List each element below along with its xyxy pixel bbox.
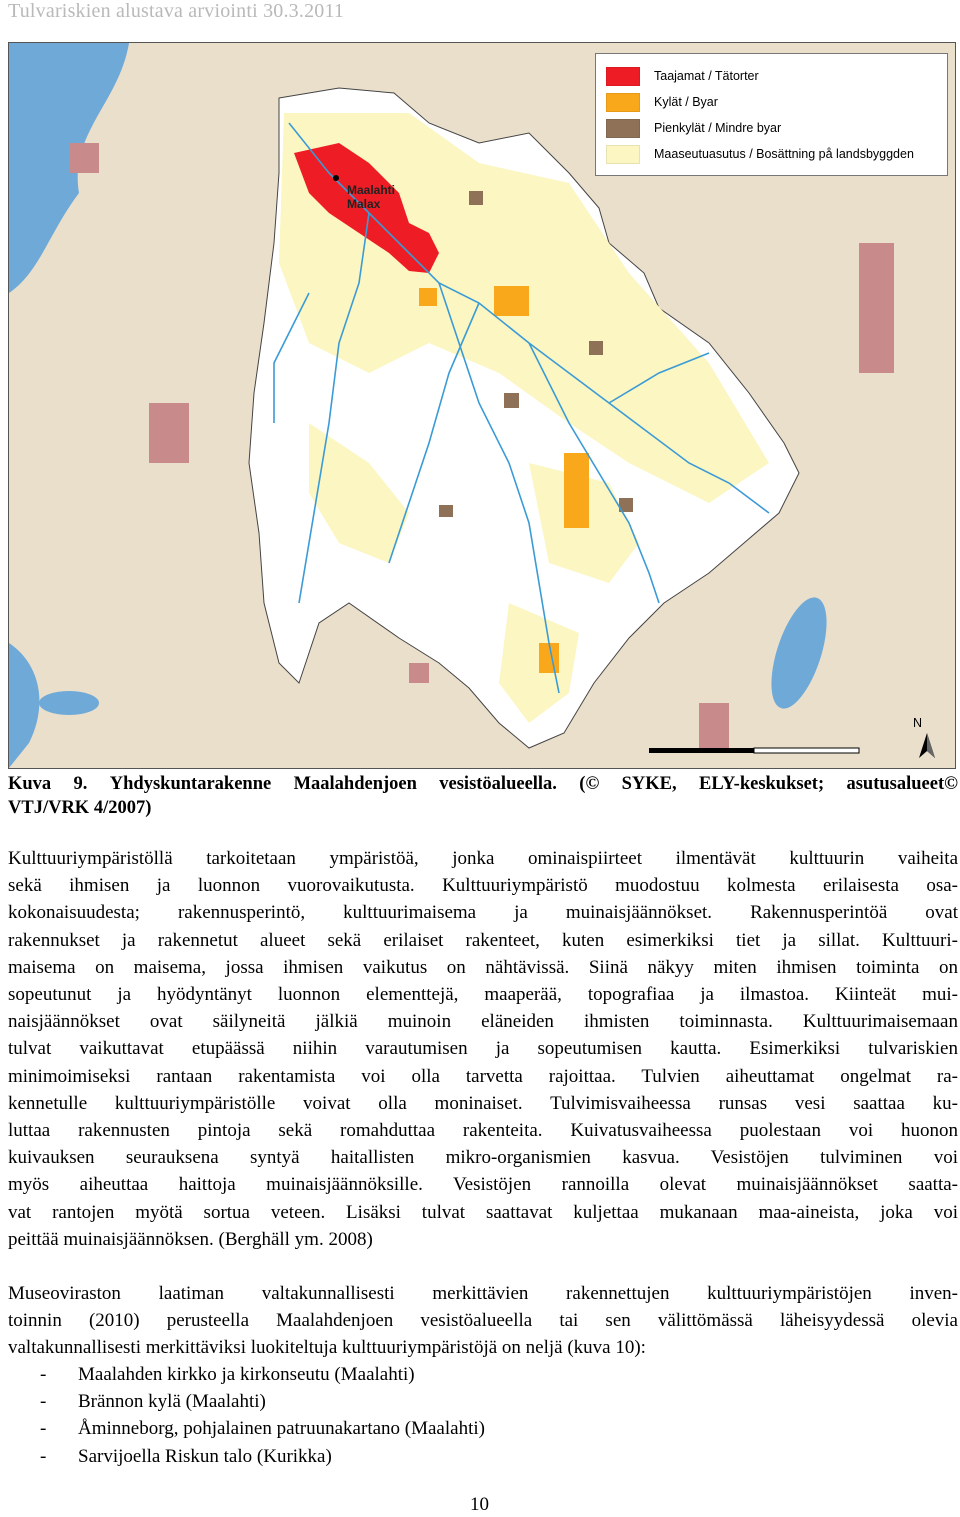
small-village	[469, 191, 483, 205]
outside-settlement	[859, 243, 894, 373]
town-label-sv: Malax	[347, 197, 381, 211]
paragraph-line: peittää muinaisjäännöksen. (Berghäll ym. 2008)	[8, 1228, 373, 1250]
outside-settlement	[699, 703, 729, 753]
list-item	[8, 1361, 485, 1388]
paragraph-line: sekä ihmisen ja luonnon vuorovaikutusta. Kulttuuriympäristö muodostuu kolmesta erilaisesta osa-	[8, 875, 958, 897]
legend-swatch-village	[606, 93, 640, 112]
paragraph-line: vat rantojen myötä sortua veteen. Lisäksi tulvat saattavat kuljettaa mukanaan maa-aineista, joka voi	[8, 1201, 958, 1223]
list-item-text: Maalahden kirkko ja kirkonseutu (Maalahti)	[78, 1364, 415, 1385]
caption-word: 9.	[73, 774, 88, 794]
town-label-fi: Maalahti	[347, 183, 396, 197]
paragraph-line: myös aiheuttaa haittoja muinaisjäännöksille. Vesistöjen rannoilla olevat muinaisjäännökset saatta-	[8, 1174, 958, 1196]
caption-word: SYKE,	[621, 774, 677, 794]
legend-label: Pienkylät / Mindre byar	[654, 121, 782, 135]
lake	[760, 591, 838, 715]
caption-word: (©	[579, 774, 600, 794]
legend-item-small-village	[606, 118, 781, 138]
paragraph-line: rakennukset ja rakennetut alueet sekä erilaiset rakenteet, kuten esimerkiksi tiet ja sillat. Kulttuuri-	[8, 929, 958, 951]
list-bullet: -	[40, 1364, 47, 1385]
legend-swatch-rural	[606, 145, 640, 164]
list-item-text: Sarvijoella Riskun talo (Kurikka)	[78, 1445, 332, 1467]
paragraph-line: maisema on maisema, jossa ihmisen vaikutus on nähtävissä. Siinä näkyy miten ihmisen toiminta on	[8, 956, 958, 978]
page-number: 10	[470, 1494, 489, 1515]
paragraph-line: luttaa rakennusten pintoja sekä romahduttaa rakenteita. Kuivatusvaiheessa puolestaan voi huonon	[8, 1120, 958, 1142]
north-arrow-icon	[919, 733, 935, 758]
list-item	[8, 1388, 485, 1415]
outside-settlement	[69, 143, 99, 173]
paragraph-line: sopeutunut ja hyödyntänyt luonnon elementtejä, maaperää, topografiaa ja ilmastoa. Kiinteät mui-	[8, 984, 958, 1006]
small-village	[439, 505, 453, 517]
paragraph-national-inventory	[8, 1280, 958, 1362]
village-area	[419, 288, 437, 306]
lake-small	[39, 691, 99, 715]
outside-settlement	[149, 403, 189, 463]
town-marker	[333, 175, 339, 181]
heritage-site-list	[8, 1361, 485, 1470]
map-legend	[595, 53, 948, 176]
paragraph-line: Museoviraston laatiman valtakunnallisesti merkittävien rakennettujen kulttuuriympäristöjen inven-	[8, 1283, 958, 1304]
caption-word: vesistöalueella.	[439, 774, 557, 794]
list-item-text: Åminneborg, pohjalainen patruunakartano (Maalahti)	[78, 1418, 485, 1440]
village-area	[564, 453, 589, 528]
list-bullet: -	[40, 1391, 47, 1413]
paragraph-line: kuivauksen seurauksena syntyä haitallisten mikro-organismien kasvua. Vesistöjen tulviminen voi	[8, 1147, 958, 1169]
scale-bar	[649, 748, 859, 753]
legend-item-village	[606, 92, 718, 112]
paragraph-line: kokonaisuudesta; rakennusperintö, kulttuurimaisema ja muinaisjäännökset. Rakennusperintöä ovat	[8, 902, 958, 924]
sea-area-south	[9, 643, 39, 768]
paragraph-line: kennetulle kulttuuriympäristölle voivat olla moninaiset. Tulvimisvaiheessa runsas vesi saattaa ku-	[8, 1092, 958, 1114]
paragraph-line: naisjäännökset ovat säilyneitä jälkiä muinoin eläneiden ihmisten toiminnasta. Kulttuurimaisemaan	[8, 1011, 958, 1033]
village-area	[539, 643, 559, 673]
legend-label: Kylät / Byar	[654, 95, 718, 109]
north-label: N	[913, 716, 923, 730]
figure-caption	[8, 772, 958, 820]
legend-label: Taajamat / Tätorter	[654, 69, 759, 83]
legend-swatch-small-village	[606, 119, 640, 138]
legend-swatch-urban	[606, 67, 640, 86]
caption-word: Maalahdenjoen	[293, 774, 417, 794]
paragraph-line: tulvat vaikuttavat etupäässä niihin varautumisen ja sopeutumisen kautta. Esimerkiksi tulvariskien	[8, 1038, 958, 1060]
legend-item-urban	[606, 66, 759, 86]
caption-word: asutusalueet©	[846, 774, 958, 794]
small-village	[589, 341, 603, 355]
list-item-text: Brännon kylä (Maalahti)	[78, 1391, 266, 1413]
running-header: Tulvariskien alustava arviointi 30.3.2011	[8, 0, 345, 22]
paragraph-line: minimoimiseksi rantaan rakentamista voi olla tarvetta rajoittaa. Tulvien aiheuttamat ongelmat ra-	[8, 1065, 958, 1087]
small-village	[504, 393, 519, 408]
list-bullet: -	[40, 1418, 47, 1440]
paragraph-line: toinnin (2010) perusteella Maalahdenjoen vesistöalueella tai sen välittömässä läheisyydessä olevia	[8, 1310, 958, 1332]
caption-line-2: VTJ/VRK 4/2007)	[8, 798, 152, 818]
caption-word: ELY-keskukset;	[699, 774, 825, 794]
caption-word: Kuva	[8, 774, 52, 794]
caption-line-1	[8, 772, 958, 796]
list-bullet: -	[40, 1445, 47, 1467]
caption-word: Yhdyskuntarakenne	[109, 774, 272, 794]
list-item	[8, 1415, 485, 1442]
legend-label: Maaseutuasutus / Bosättning på landsbyggden	[654, 147, 914, 161]
town-label	[347, 183, 395, 211]
list-item	[8, 1443, 485, 1470]
paragraph-cultural-environment	[8, 845, 958, 1253]
outside-settlement	[409, 663, 429, 683]
paragraph-line: Kulttuuriympäristöllä tarkoitetaan ympäristöä, jonka ominaispiirteet ilmentävät kulttuurin vaiheita	[8, 848, 958, 869]
legend-item-rural	[606, 144, 914, 164]
paragraph-line: valtakunnallisesti merkittäviksi luokiteltuja kulttuuriympäristöjä on neljä (kuva 10):	[8, 1337, 646, 1359]
village-area	[494, 286, 529, 316]
